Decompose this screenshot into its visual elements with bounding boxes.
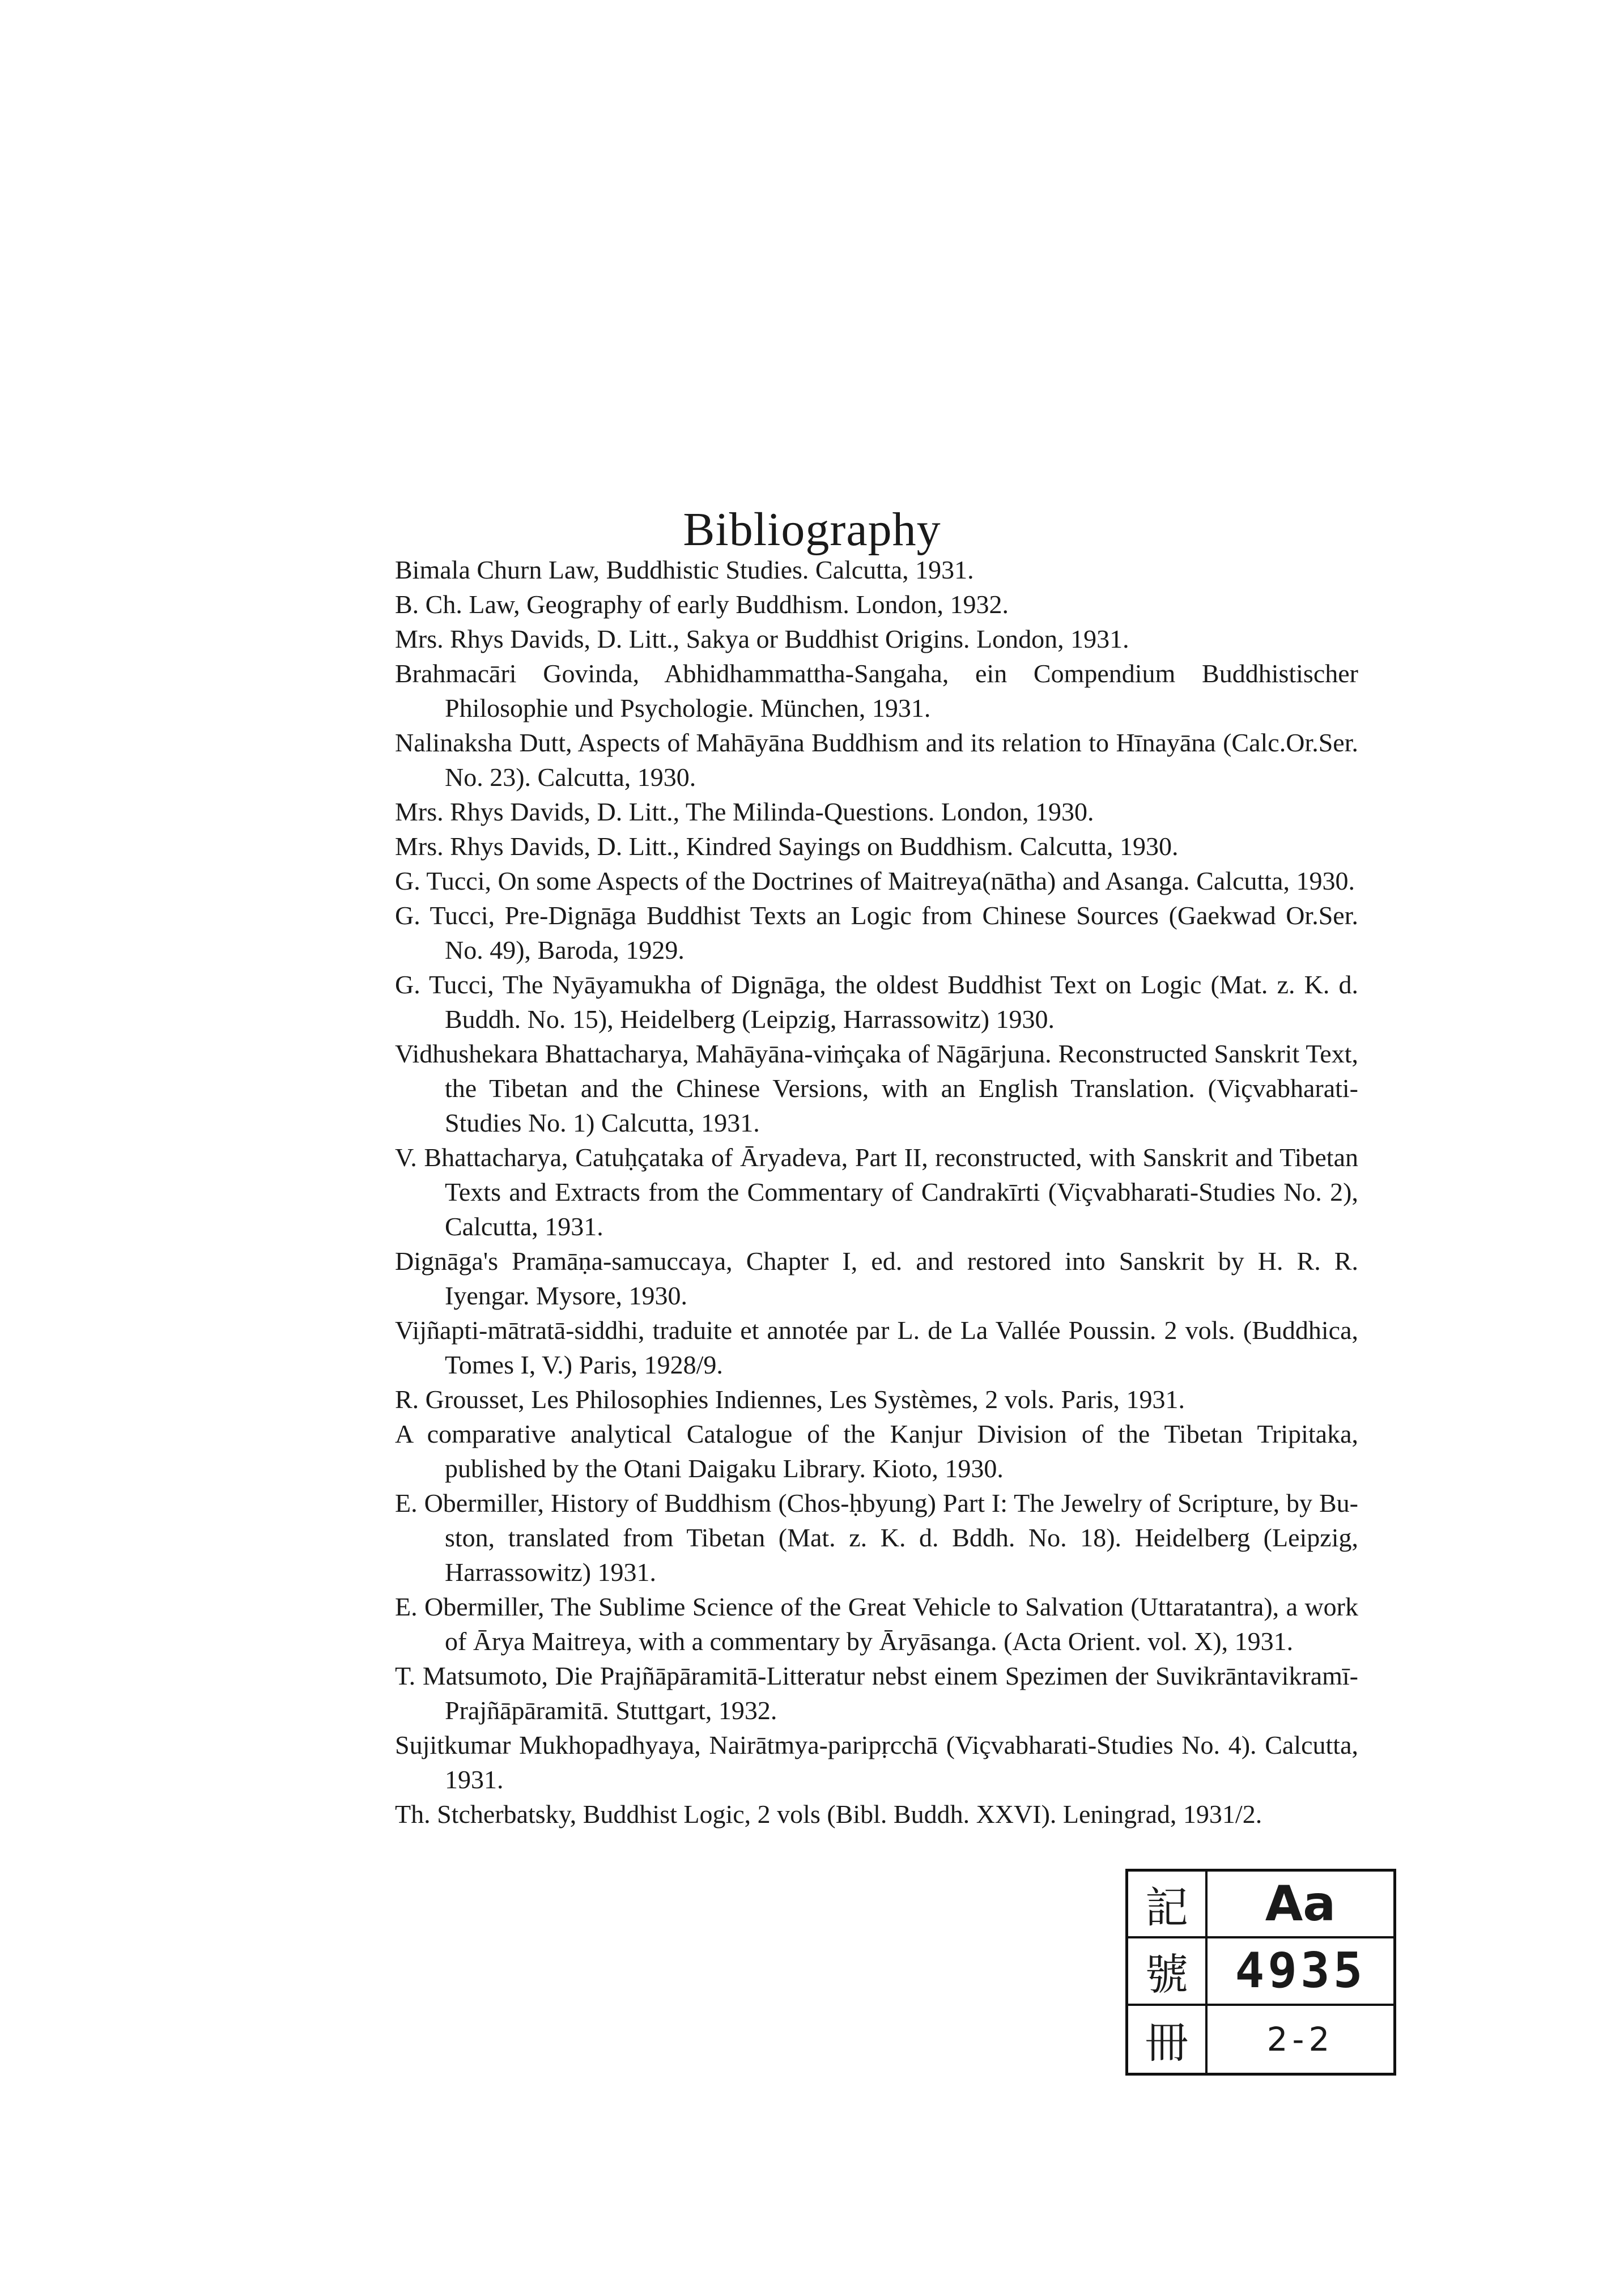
bibliography-entry: Brahmacāri Govinda, Abhidhammattha-Sangaha, ein Compendium Buddhistischer Philosophie und Psychologie. München, 1931. [395, 659, 1358, 722]
stamp-value-class: Aa [1208, 1872, 1393, 1938]
bibliography-entry: G. Tucci, Pre-Dignāga Buddhist Texts an Logic from Chinese Sources (Gaekwad Or.Ser. No. 49), Baroda, 1929. [395, 901, 1358, 964]
bibliography-entry: T. Matsumoto, Die Prajñāpāramitā-Litteratur nebst einem Spezimen der Suvikrāntavikramī-Prajñāpāramitā. Stuttgart, 1932. [395, 1661, 1358, 1725]
bibliography-entry: A comparative analytical Catalogue of the Kanjur Division of the Tibetan Tripitaka, published by the Otani Daigaku Library. Kioto, 1930. [395, 1419, 1358, 1483]
bibliography-entry: G. Tucci, The Nyāyamukha of Dignāga, the oldest Buddhist Text on Logic (Mat. z. K. d. Buddh. No. 15), Heidelberg (Leipzig, Harrassowitz) 1930. [395, 970, 1358, 1034]
bibliography-entry: Vijñapti-mātratā-siddhi, traduite et annotée par L. de La Vallée Poussin. 2 vols. (Buddhica, Tomes I, V.) Paris, 1928/9. [395, 1316, 1358, 1379]
bibliography-entry: E. Obermiller, History of Buddhism (Chos-ḥbyung) Part I: The Jewelry of Scripture, by Bu-ston, translated from Tibetan (Mat. z. K. d. Bddh. No. 18). Heidelberg (Leipzig, Harrassowitz) 1931. [395, 1489, 1358, 1587]
stamp-key-number: 號 [1128, 1938, 1208, 2005]
stamp-value-volume: 2-2 [1266, 2019, 1334, 2059]
bibliography-entry: Dignāga's Pramāṇa-samuccaya, Chapter I, ed. and restored into Sanskrit by H. R. R. Iyengar. Mysore, 1930. [395, 1247, 1358, 1310]
bibliography-entry: Sujitkumar Mukhopadhyaya, Nairātmya-paripṛcchā (Viçvabharati-Studies No. 4). Calcutta, 1931. [395, 1730, 1358, 1794]
stamp-key-record: 記 [1128, 1872, 1208, 1938]
library-call-number-stamp [1125, 1869, 1396, 2076]
bibliography-entry: R. Grousset, Les Philosophies Indiennes, Les Systèmes, 2 vols. Paris, 1931. [395, 1385, 1185, 1414]
page-title: Bibliography [683, 503, 941, 556]
stamp-value-number: 4935 [1208, 1938, 1393, 2005]
bibliography-entry: Vidhushekara Bhattacharya, Mahāyāna-viṁçaka of Nāgārjuna. Reconstructed Sanskrit Text, the Tibetan and the Chinese Versions, with an English Translation. (Viçvabharati-Studies No. 1) Calcutta, 1931. [395, 1039, 1358, 1137]
bibliography-entry: Th. Stcherbatsky, Buddhist Logic, 2 vols (Bibl. Buddh. XXVI). Leningrad, 1931/2. [395, 1800, 1262, 1829]
bibliography-entry: Bimala Churn Law, Buddhistic Studies. Calcutta, 1931. [395, 555, 974, 584]
bibliography-entry: V. Bhattacharya, Catuḥçataka of Āryadeva, Part II, reconstructed, with Sanskrit and Tibetan Texts and Extracts from the Commentary of Candrakīrti (Viçvabharati-Studies No. 2), Calcutta, 1931. [395, 1143, 1358, 1241]
bibliography-entry: B. Ch. Law, Geography of early Buddhism. London, 1932. [395, 590, 1009, 619]
bibliography-entry: Mrs. Rhys Davids, D. Litt., Sakya or Buddhist Origins. London, 1931. [395, 624, 1129, 653]
bibliography-entry: Nalinaksha Dutt, Aspects of Mahāyāna Buddhism and its relation to Hīnayāna (Calc.Or.Ser. No. 23). Calcutta, 1930. [395, 728, 1358, 792]
bibliography-list [395, 552, 1358, 1831]
bibliography-entry: G. Tucci, On some Aspects of the Doctrines of Maitreya(nātha) and Asanga. Calcutta, 1930. [395, 866, 1355, 895]
stamp-key-volume: 冊 [1128, 2006, 1208, 2073]
bibliography-entry: E. Obermiller, The Sublime Science of the Great Vehicle to Salvation (Uttaratantra), a work of Ārya Maitreya, with a commentary by Āryāsanga. (Acta Orient. vol. X), 1931. [395, 1592, 1358, 1656]
bibliography-entry: Mrs. Rhys Davids, D. Litt., The Milinda-Questions. London, 1930. [395, 797, 1094, 826]
bibliography-entry: Mrs. Rhys Davids, D. Litt., Kindred Sayings on Buddhism. Calcutta, 1930. [395, 832, 1179, 861]
